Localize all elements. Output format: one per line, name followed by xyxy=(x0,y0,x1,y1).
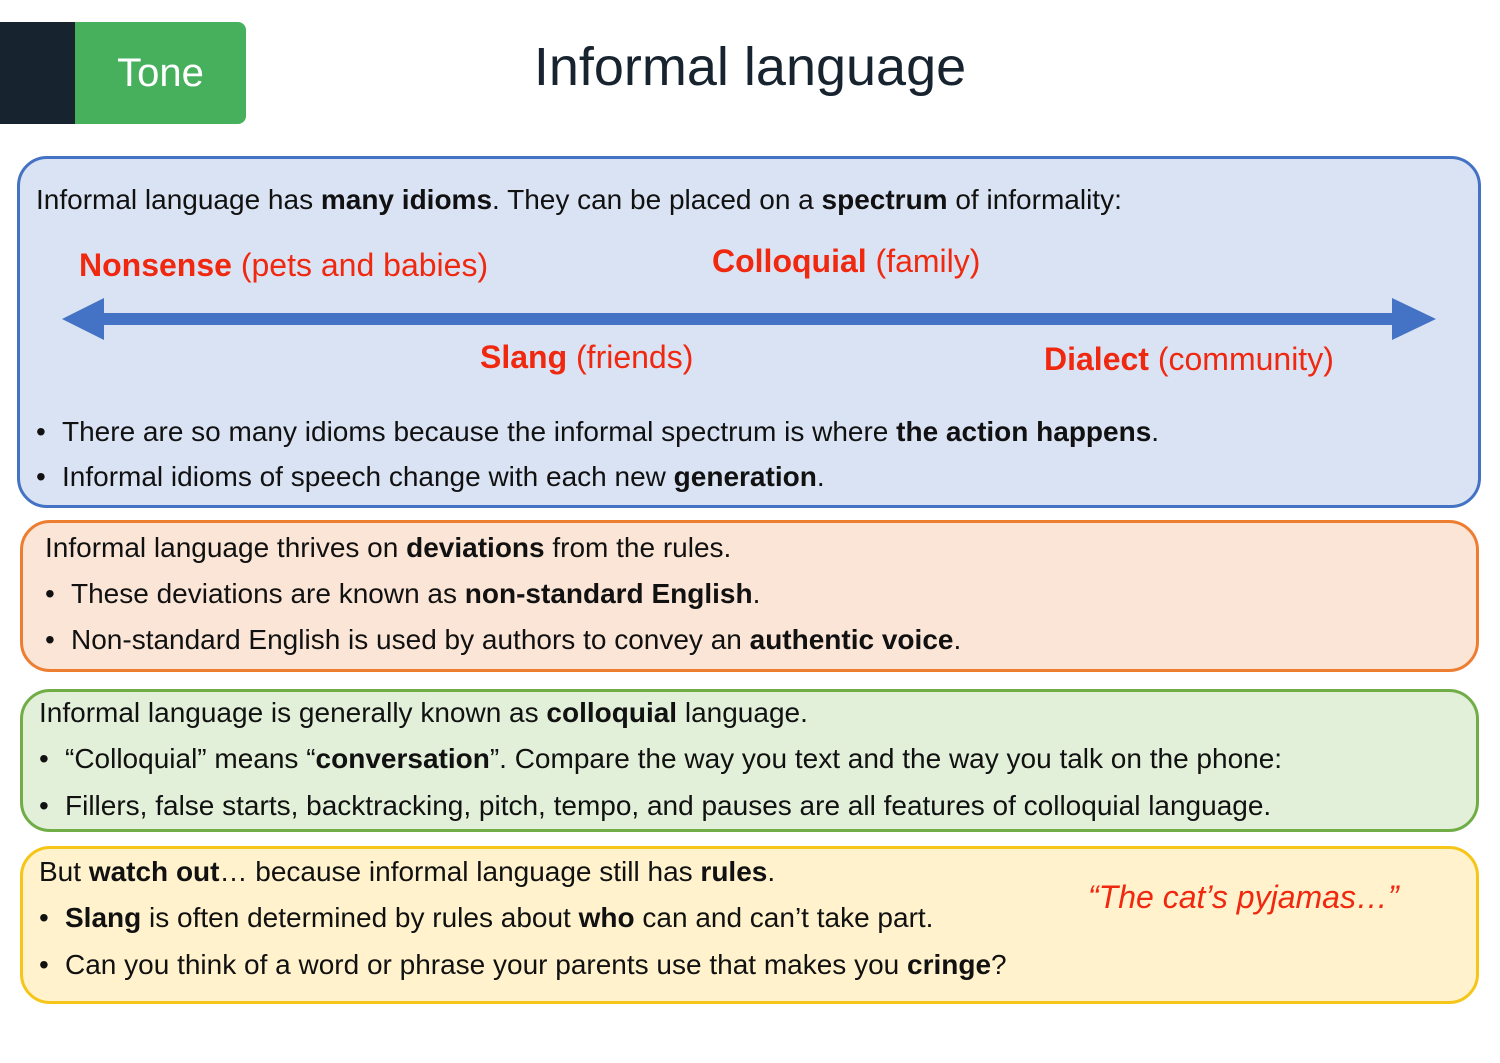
colloquial-bullet-1: • “Colloquial” means “conversation”. Compare the way you text and the way you talk on the phone: xyxy=(39,743,1283,774)
colloquial-intro: Informal language is generally known as colloquial language. xyxy=(39,697,808,728)
page-title: Informal language xyxy=(533,37,967,97)
rules-bullet-2: • Can you think of a word or phrase your parents use that makes you cringe? xyxy=(39,949,1007,980)
spectrum-bullet-1: • There are so many idioms because the informal spectrum is where the action happens. xyxy=(36,416,1160,447)
deviations-bullet-1: • These deviations are known as non-standard English. xyxy=(45,578,761,609)
topic-tag: Tone xyxy=(75,22,246,124)
label-dialect: Dialect (community) xyxy=(1044,341,1334,377)
label-nonsense: Nonsense (pets and babies) xyxy=(79,247,489,283)
example-quote: “The cat’s pyjamas…” xyxy=(1088,879,1399,915)
spectrum-bullet-2: • Informal idioms of speech change with each new generation. xyxy=(36,461,825,492)
label-slang: Slang (friends) xyxy=(480,339,694,375)
rules-intro: But watch out… because informal language still has rules. xyxy=(39,856,776,887)
label-colloquial: Colloquial (family) xyxy=(712,243,981,279)
colloquial-bullet-2: • Fillers, false starts, backtracking, pitch, tempo, and pauses are all features of colloquial language. xyxy=(39,790,1272,821)
spectrum-double-arrow-icon xyxy=(60,296,1440,342)
deviations-intro: Informal language thrives on deviations from the rules. xyxy=(45,532,732,563)
rules-bullet-1: • Slang is often determined by rules about who can and can’t take part. xyxy=(39,902,934,933)
deviations-bullet-2: • Non-standard English is used by authors to convey an authentic voice. xyxy=(45,624,962,655)
spectrum-intro: Informal language has many idioms. They can be placed on a spectrum of informality: xyxy=(36,184,1122,215)
